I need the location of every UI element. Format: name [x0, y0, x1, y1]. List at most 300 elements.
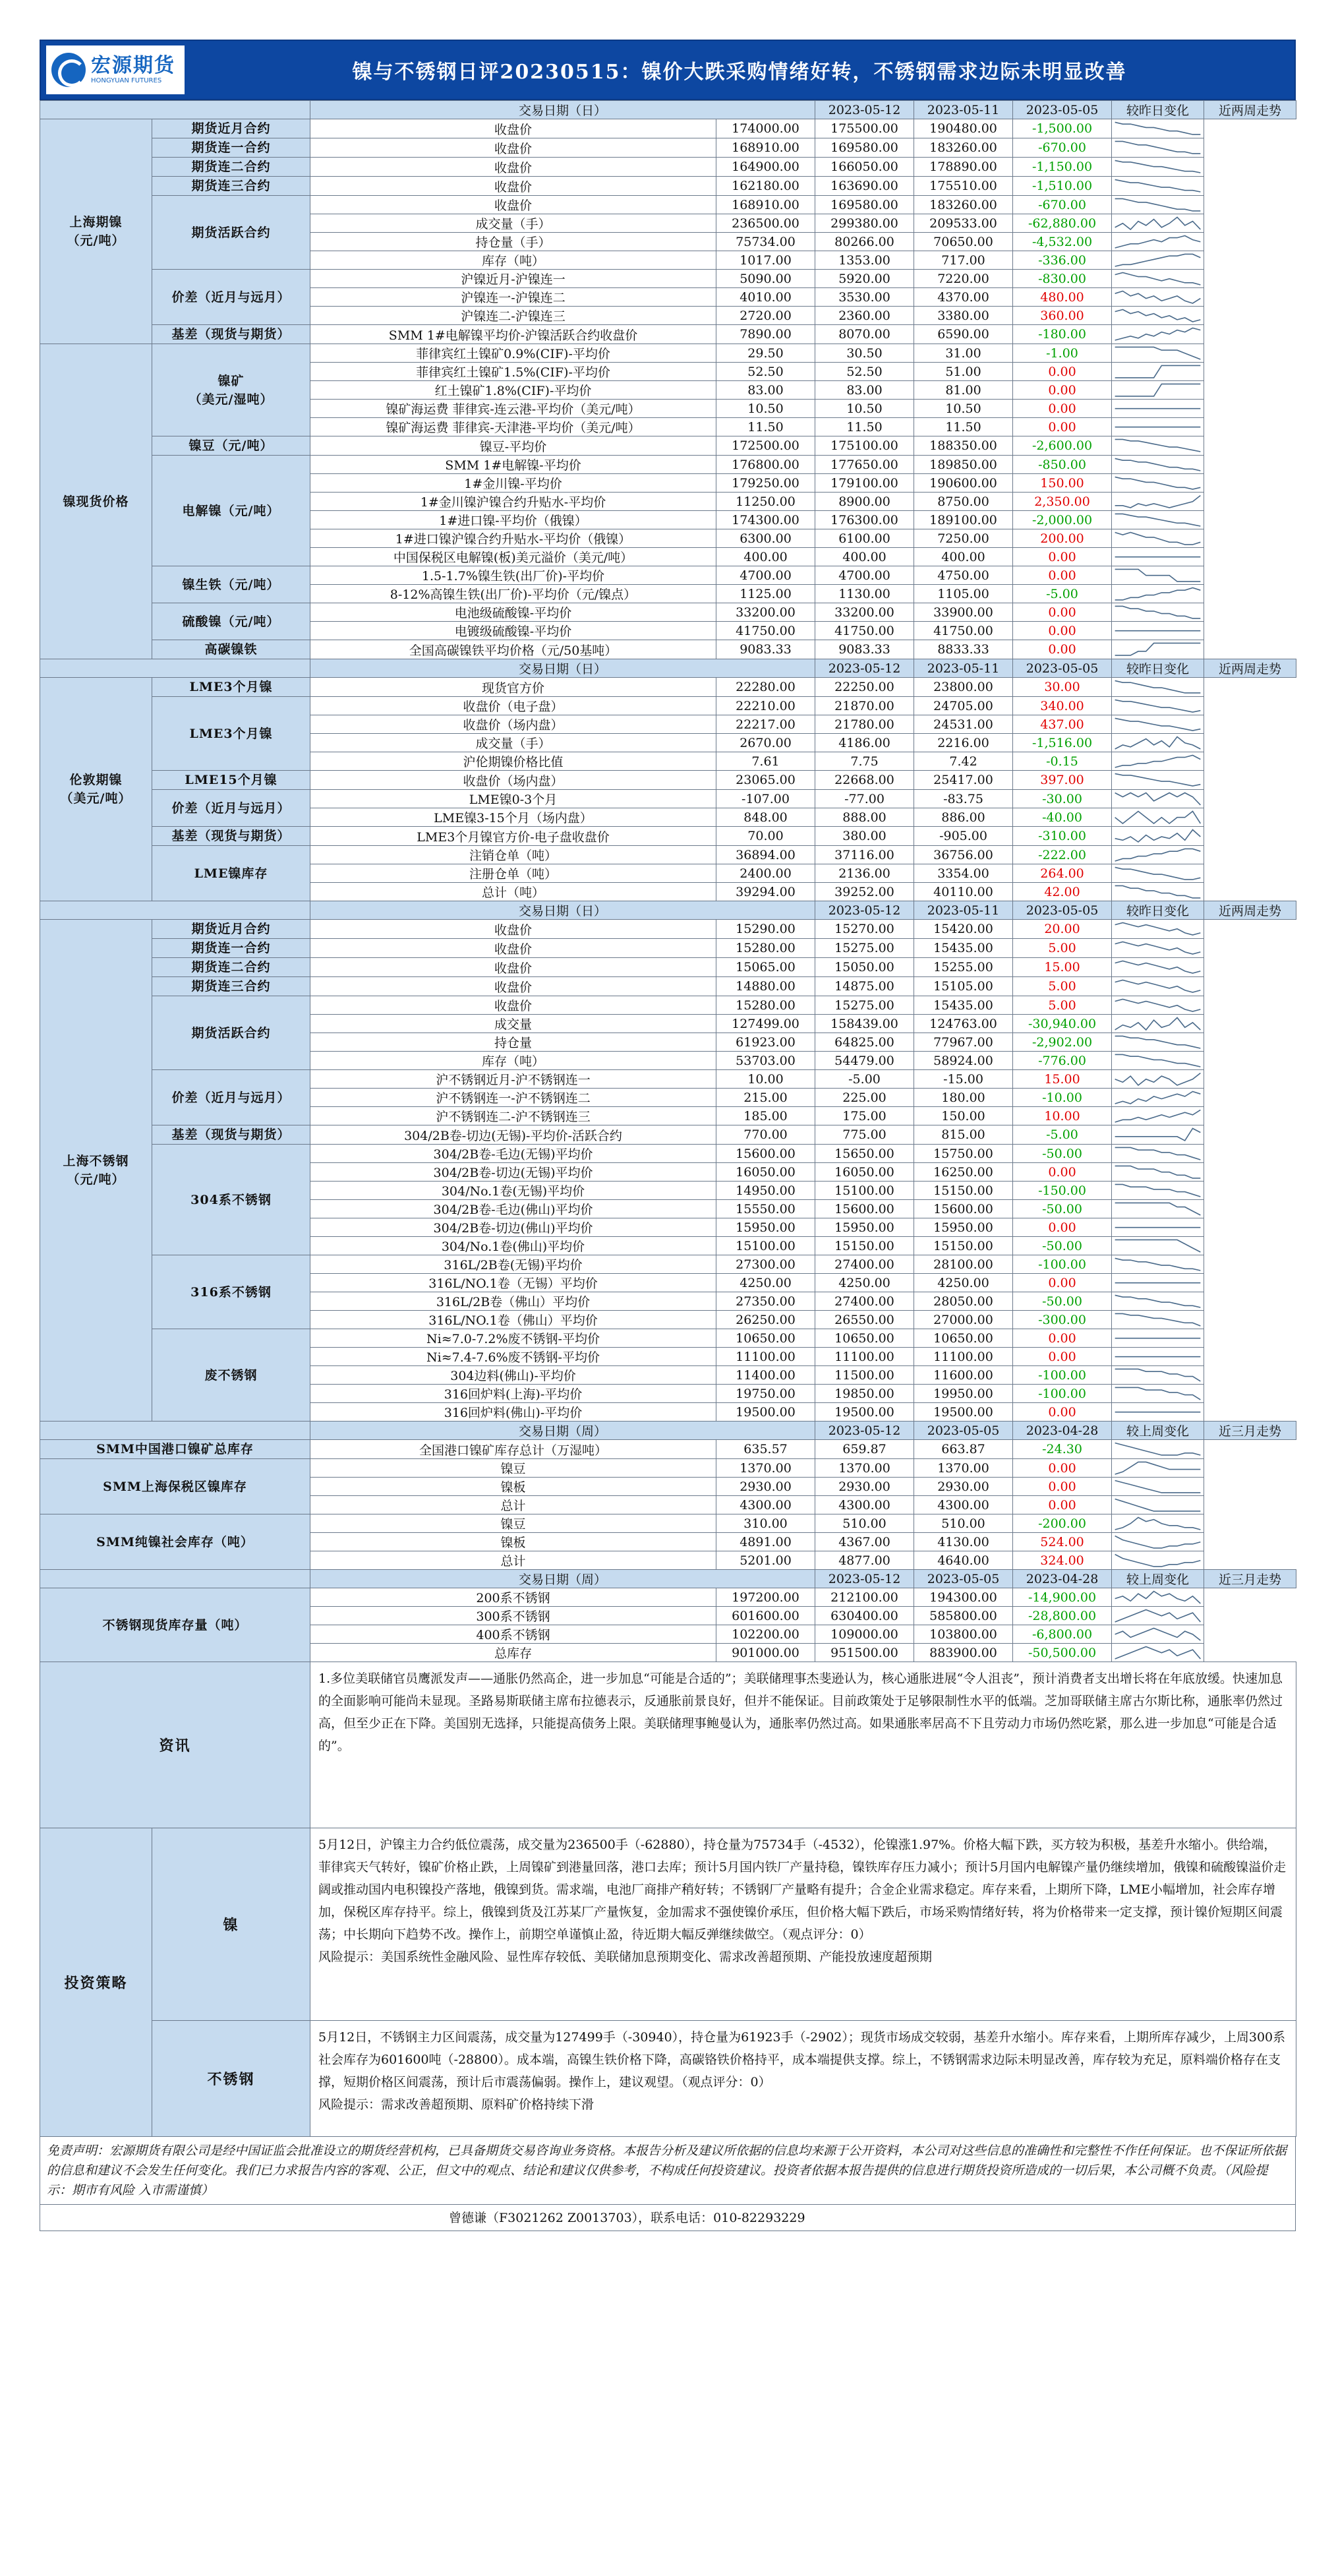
sparkline-path	[1115, 291, 1201, 303]
change-cell: -1,150.00	[1013, 158, 1112, 177]
value-cell: 23065.00	[716, 771, 815, 790]
section-header-row	[40, 101, 1296, 119]
change-cell: -0.15	[1013, 752, 1112, 771]
sparkline-path	[1115, 161, 1201, 173]
sparkline-path	[1115, 1017, 1201, 1030]
disclaimer: 免责声明：宏源期货有限公司是经中国证监会批准设立的期货经营机构，已具备期货交易咨询业务资格。本报告分析及建议所依据的信息均来源于公开资料，本公司对这些信息的准确性和完整性不作任何保证。也不保证所依据的信息和建议不会发生任何变化。我们已力求报告内容的客观、公正，但文中的观点、结论和建议仅供参考，不构成任何投资建议。投资者依据本报告提供的信息进行期货投资所造成的一切后果，本公司概不负责。（风险提示：期市有风险 入市需谨慎）	[40, 2137, 1296, 2205]
item-name: 316回炉料(上海)-平均价	[310, 1385, 716, 1403]
change-cell: 0.00	[1013, 1496, 1112, 1514]
change-cell: -50.00	[1013, 1145, 1112, 1163]
value-cell: 15150.00	[914, 1237, 1013, 1255]
sparkline-path	[1115, 1147, 1201, 1160]
table-row	[40, 1255, 1296, 1274]
trend-cell	[1112, 1311, 1204, 1329]
change-cell: -50,500.00	[1013, 1644, 1112, 1662]
value-cell: 27000.00	[914, 1311, 1013, 1329]
value-cell: 770.00	[716, 1125, 815, 1145]
value-cell: 168910.00	[716, 138, 815, 158]
value-cell: 175.00	[815, 1107, 914, 1125]
value-cell: 36756.00	[914, 846, 1013, 864]
header-cell: 近两周走势	[1204, 659, 1296, 678]
value-cell: 25417.00	[914, 771, 1013, 790]
change-cell: -2,600.00	[1013, 436, 1112, 456]
value-cell: 24705.00	[914, 697, 1013, 715]
sparkline-path	[1115, 198, 1201, 211]
trend-cell	[1112, 715, 1204, 734]
header-cell: 2023-05-12	[815, 101, 914, 119]
item-name: 收盘价	[310, 177, 716, 196]
table-row	[40, 196, 1296, 214]
table-row	[40, 846, 1296, 864]
item-name: 收盘价	[310, 920, 716, 939]
subcategory-cell: 价差（近月与远月）	[152, 270, 310, 325]
paragraph: 5月12日，沪镍主力合约低位震荡，成交量为236500手（-62880），持仓量为75734手（-4532），伦镍涨1.97%。价格大幅下跌，买方较为积极，基差升水缩小。供给端，菲律宾天气转好，镍矿价格止跌，上周镍矿到港量回落，港口去库；预计5月国内铁厂产量持稳，镍铁库存压力减小；预计5月国内电解镍产量仍继续增加，俄镍和硫酸镍溢价走阔或推动国内电积镍投产落地，俄镍到货。需求端，电池厂商排产稍好转；不锈钢厂产量略有提升；合金企业需求稳定。库存来看，上期所下降，LME小幅增加，社会库存增加，保税区库存持平。综上，俄镍到货及江苏某厂产量恢复，金加需求不强使镍价承压，但价格大幅下跌后，市场采购情绪好转，将为价格带来一定支撑，预计镍价短期区间震荡；中长期向下趋势不改。操作上，前期空单谨慎止盈，待近期大幅反弹继续做空。（观点评分：0）	[318, 1838, 1287, 1942]
trend-cell	[1112, 977, 1204, 996]
value-cell: 15065.00	[716, 958, 815, 977]
trend-cell	[1112, 1052, 1204, 1070]
sparkline-path	[1115, 942, 1201, 955]
header-cell: 2023-05-05	[1013, 101, 1112, 119]
value-cell: 7.75	[815, 752, 914, 771]
trend-cell	[1112, 1163, 1204, 1182]
header-cell: 交易日期（日）	[310, 101, 815, 119]
item-name: 304/2B卷-毛边(无锡)平均价	[310, 1145, 716, 1163]
table-row	[40, 790, 1296, 808]
value-cell: 22250.00	[815, 678, 914, 697]
value-cell: 168910.00	[716, 196, 815, 214]
sparkline-path	[1115, 123, 1201, 135]
trend-cell	[1112, 1089, 1204, 1107]
value-cell: 83.00	[716, 381, 815, 400]
value-cell: 109000.00	[815, 1625, 914, 1644]
value-cell: 28050.00	[914, 1292, 1013, 1311]
value-cell: 15100.00	[815, 1182, 914, 1200]
change-cell: 0.00	[1013, 1329, 1112, 1348]
sparkline-path	[1115, 569, 1201, 582]
trend-sparkline	[1112, 1071, 1204, 1087]
change-cell: 0.00	[1013, 1274, 1112, 1292]
item-name: 沪不锈钢连二-沪不锈钢连三	[310, 1107, 716, 1125]
item-name: 总库存	[310, 1644, 716, 1662]
paragraph: 风险提示：美国系统性金融风险、显性库存较低、美联储加息预期变化、需求改善超预期、产能投放速度超预期	[318, 1950, 933, 1964]
table-row	[40, 270, 1296, 288]
sparkline-path	[1115, 514, 1201, 526]
section-header-row	[40, 1422, 1296, 1440]
value-cell: 15435.00	[914, 996, 1013, 1015]
header-blank	[40, 901, 310, 920]
trend-sparkline	[1112, 1515, 1204, 1532]
trend-sparkline	[1112, 1145, 1204, 1162]
table-row	[40, 958, 1296, 977]
trend-sparkline	[1112, 1219, 1204, 1236]
trend-cell	[1112, 307, 1204, 325]
change-cell: -180.00	[1013, 325, 1112, 344]
change-cell: 200.00	[1013, 529, 1112, 548]
header-cell: 近三月走势	[1204, 1570, 1296, 1588]
strategy-ss-label: 不锈钢	[152, 2021, 310, 2137]
header-cell: 2023-05-12	[815, 1422, 914, 1440]
trend-sparkline	[1112, 456, 1204, 473]
change-cell: -336.00	[1013, 251, 1112, 270]
header-cell: 近两周走势	[1204, 901, 1296, 920]
value-cell: 14875.00	[815, 977, 914, 996]
sparkline-path	[1115, 142, 1201, 154]
value-cell: 83.00	[815, 381, 914, 400]
value-cell: 15600.00	[815, 1200, 914, 1218]
trend-sparkline	[1112, 585, 1204, 602]
value-cell: 124763.00	[914, 1015, 1013, 1033]
item-name: 收盘价	[310, 958, 716, 977]
strategy-label: 投资策略	[40, 1828, 152, 2137]
value-cell: 174300.00	[716, 511, 815, 529]
sparkline-path	[1115, 1462, 1201, 1474]
value-cell: 4640.00	[914, 1551, 1013, 1570]
trend-cell	[1112, 436, 1204, 456]
item-name: 304/2B卷-切边(无锡)-平均价-活跃合约	[310, 1125, 716, 1145]
value-cell: 70650.00	[914, 233, 1013, 251]
value-cell: 510.00	[815, 1514, 914, 1533]
item-name: LME镍3-15个月（场内盘）	[310, 808, 716, 827]
trend-sparkline	[1112, 1589, 1204, 1605]
table-row	[40, 177, 1296, 196]
value-cell: 169580.00	[815, 138, 914, 158]
change-cell: 5.00	[1013, 977, 1112, 996]
change-cell: -50.00	[1013, 1237, 1112, 1255]
value-cell: 888.00	[815, 808, 914, 827]
trend-cell	[1112, 325, 1204, 344]
category-cell: SMM上海保税区镍库存	[40, 1459, 310, 1514]
sparkline-path	[1115, 830, 1201, 843]
value-cell: 1370.00	[914, 1459, 1013, 1478]
change-cell: 5.00	[1013, 996, 1112, 1015]
value-cell: 215.00	[716, 1089, 815, 1107]
subcategory-cell: LME15个月镍	[152, 771, 310, 790]
value-cell: 2136.00	[815, 864, 914, 883]
value-cell: 5201.00	[716, 1551, 815, 1570]
sparkline-path	[1115, 885, 1201, 898]
trend-sparkline	[1112, 345, 1204, 361]
trend-cell	[1112, 752, 1204, 771]
table-row	[40, 996, 1296, 1015]
subcategory-cell: 废不锈钢	[152, 1329, 310, 1422]
value-cell: 400.00	[815, 548, 914, 566]
trend-cell	[1112, 493, 1204, 511]
item-name: 1#金川镍-平均价	[310, 474, 716, 493]
sparkline-path	[1115, 849, 1201, 861]
value-cell: 3530.00	[815, 288, 914, 307]
change-cell: -50.00	[1013, 1200, 1112, 1218]
section-header-row	[40, 1570, 1296, 1588]
value-cell: 40110.00	[914, 883, 1013, 901]
item-name: 316L/2B卷(无锡)平均价	[310, 1255, 716, 1274]
trend-cell	[1112, 1607, 1204, 1625]
header-cell: 2023-05-05	[914, 1570, 1013, 1588]
value-cell: 31.00	[914, 344, 1013, 363]
item-name: 316L/2B卷（佛山）平均价	[310, 1292, 716, 1311]
item-name: 8-12%高镍生铁(出厂价)-平均价（元/镍点）	[310, 585, 716, 603]
trend-cell	[1112, 1107, 1204, 1125]
item-name: 红土镍矿1.8%(CIF)-平均价	[310, 381, 716, 400]
trend-sparkline	[1112, 382, 1204, 398]
item-name: 304/No.1卷(佛山)平均价	[310, 1237, 716, 1255]
item-name: 1.5-1.7%镍生铁(出厂价)-平均价	[310, 566, 716, 585]
sparkline-path	[1115, 384, 1201, 396]
subcategory-cell: 316系不锈钢	[152, 1255, 310, 1329]
item-name: 持仓量	[310, 1033, 716, 1052]
header-cell: 较昨日变化	[1112, 659, 1204, 678]
change-cell: 15.00	[1013, 958, 1112, 977]
value-cell: 194300.00	[914, 1588, 1013, 1607]
item-name: Ni≈7.4-7.6%废不锈钢-平均价	[310, 1348, 716, 1366]
trend-sparkline	[1112, 1293, 1204, 1309]
sparkline-path	[1115, 1646, 1201, 1659]
sparkline-path	[1115, 532, 1201, 545]
trend-cell	[1112, 697, 1204, 715]
change-cell: 0.00	[1013, 640, 1112, 659]
header-cell: 2023-05-05	[1013, 659, 1112, 678]
subcategory-cell: 期货连二合约	[152, 958, 310, 977]
item-name: 中国保税区电解镍(板)美元溢价（美元/吨）	[310, 548, 716, 566]
value-cell: 183260.00	[914, 196, 1013, 214]
value-cell: 2400.00	[716, 864, 815, 883]
trend-cell	[1112, 1366, 1204, 1385]
value-cell: 951500.00	[815, 1644, 914, 1662]
table-row	[40, 771, 1296, 790]
value-cell: 659.87	[815, 1440, 914, 1459]
trend-cell	[1112, 1015, 1204, 1033]
value-cell: 30.50	[815, 344, 914, 363]
news-text: 1.多位美联储官员鹰派发声——通胀仍然高企，进一步加息“可能是合适的”；美联储理事杰斐逊认为，核心通胀进展“令人沮丧”，预计消费者支出增长将在年底放缓。快速加息的全面影响可能尚未显现。圣路易斯联储主席布拉德表示，反通胀前景良好，但并不能保证。目前政策处于足够限制性水平的低端。芝加哥联储主席古尔斯比称，通胀率仍然过高，但至少正在下降。美国别无选择，只能提高债务上限。美联储理事鲍曼认为，通胀率仍然过高。如果通胀率居高不下且劳动力市场仍然吃紧，那么进一步加息“可能是合适的”。	[310, 1662, 1296, 1828]
subcategory-cell: 镍矿 （美元/湿吨）	[152, 344, 310, 436]
value-cell: 4750.00	[914, 566, 1013, 585]
value-cell: 2670.00	[716, 734, 815, 752]
sparkline-path	[1115, 254, 1201, 266]
value-cell: 162180.00	[716, 177, 815, 196]
header-cell: 交易日期（周）	[310, 1570, 815, 1588]
table-row	[40, 640, 1296, 659]
value-cell: 601600.00	[716, 1607, 815, 1625]
trend-sparkline	[1112, 1015, 1204, 1032]
table-row	[40, 566, 1296, 585]
change-cell: -1,516.00	[1013, 734, 1112, 752]
item-name: 库存（吨）	[310, 1052, 716, 1070]
trend-sparkline	[1112, 641, 1204, 657]
item-name: 300系不锈钢	[310, 1607, 716, 1625]
item-name: 316L/NO.1卷（无锡）平均价	[310, 1274, 716, 1292]
item-name: 收盘价	[310, 119, 716, 138]
item-name: 全国港口镍矿库存总计（万湿吨）	[310, 1440, 716, 1459]
item-name: 总计	[310, 1551, 716, 1570]
value-cell: 11250.00	[716, 493, 815, 511]
table-row	[40, 1125, 1296, 1145]
value-cell: 4700.00	[815, 566, 914, 585]
value-cell: 175500.00	[815, 119, 914, 138]
data-table	[40, 100, 1296, 2137]
item-name: 持仓量（手）	[310, 233, 716, 251]
sparkline-path	[1115, 700, 1201, 712]
item-name: 库存（吨）	[310, 251, 716, 270]
sparkline-path	[1115, 347, 1201, 359]
report	[40, 40, 1296, 2231]
sparkline-path	[1115, 1036, 1201, 1048]
item-name: 现货官方价	[310, 678, 716, 697]
table-row	[40, 1440, 1296, 1459]
subcategory-cell: 期货活跃合约	[152, 996, 310, 1070]
subcategory-cell: 基差（现货与期货）	[152, 1125, 310, 1145]
value-cell: 163690.00	[815, 177, 914, 196]
sparkline-path	[1115, 923, 1201, 936]
trend-sparkline	[1112, 530, 1204, 547]
trend-sparkline	[1112, 1089, 1204, 1106]
item-name: 304/2B卷-切边(佛山)平均价	[310, 1218, 716, 1237]
trend-sparkline	[1112, 363, 1204, 380]
value-cell: 64825.00	[815, 1033, 914, 1052]
change-cell: -2,902.00	[1013, 1033, 1112, 1052]
value-cell: 7.61	[716, 752, 815, 771]
value-cell: 4367.00	[815, 1533, 914, 1551]
subcategory-cell: 基差（现货与期货）	[152, 827, 310, 846]
value-cell: 310.00	[716, 1514, 815, 1533]
value-cell: 15950.00	[914, 1218, 1013, 1237]
subcategory-cell: 期货近月合约	[152, 119, 310, 138]
value-cell: 15280.00	[716, 939, 815, 958]
item-name: 304/2B卷-切边(无锡)平均价	[310, 1163, 716, 1182]
trend-sparkline	[1112, 978, 1204, 994]
table-row	[40, 138, 1296, 158]
sparkline-path	[1115, 495, 1201, 508]
trend-sparkline	[1112, 1478, 1204, 1495]
sparkline-path	[1115, 681, 1201, 694]
table-row	[40, 325, 1296, 344]
value-cell: 26550.00	[815, 1311, 914, 1329]
change-cell: -222.00	[1013, 846, 1112, 864]
subcategory-cell: 期货近月合约	[152, 920, 310, 939]
sparkline-path	[1115, 1073, 1201, 1085]
value-cell: 102200.00	[716, 1625, 815, 1644]
trend-cell	[1112, 196, 1204, 214]
value-cell: 81.00	[914, 381, 1013, 400]
value-cell: 1130.00	[815, 585, 914, 603]
item-name: 沪镍连一-沪镍连二	[310, 288, 716, 307]
item-name: 沪镍近月-沪镍连一	[310, 270, 716, 288]
trend-cell	[1112, 734, 1204, 752]
sparkline-path	[1115, 644, 1201, 656]
trend-cell	[1112, 456, 1204, 474]
value-cell: 2720.00	[716, 307, 815, 325]
trend-sparkline	[1112, 771, 1204, 788]
trend-sparkline	[1112, 1460, 1204, 1476]
trend-sparkline	[1112, 1256, 1204, 1273]
value-cell: -5.00	[815, 1070, 914, 1089]
table-row	[40, 697, 1296, 715]
trend-cell	[1112, 958, 1204, 977]
header-blank	[40, 659, 310, 678]
logo-text-cn: 宏源期货	[91, 54, 175, 77]
company-logo	[46, 45, 185, 94]
change-cell: 5.00	[1013, 939, 1112, 958]
value-cell: 717.00	[914, 251, 1013, 270]
value-cell: 11600.00	[914, 1366, 1013, 1385]
value-cell: 663.87	[914, 1440, 1013, 1459]
value-cell: 15550.00	[716, 1200, 815, 1218]
item-name: 注册仓单（吨）	[310, 864, 716, 883]
sparkline-path	[1115, 1480, 1201, 1493]
sparkline-path	[1115, 1536, 1201, 1548]
item-name: 304/2B卷-毛边(佛山)平均价	[310, 1200, 716, 1218]
sparkline-path	[1115, 1628, 1201, 1640]
item-name: 收盘价（场内盘）	[310, 771, 716, 790]
item-name: 菲律宾红土镍矿1.5%(CIF)-平均价	[310, 363, 716, 381]
item-name: SMM 1#电解镍-平均价	[310, 456, 716, 474]
change-cell: -776.00	[1013, 1052, 1112, 1070]
header-cell: 2023-04-28	[1013, 1422, 1112, 1440]
trend-sparkline	[1112, 1552, 1204, 1569]
sparkline-path	[1115, 980, 1201, 993]
value-cell: 6300.00	[716, 529, 815, 548]
trend-cell	[1112, 864, 1204, 883]
trend-cell	[1112, 511, 1204, 529]
item-name: 1#进口镍-平均价（俄镍）	[310, 511, 716, 529]
item-name: 镍豆	[310, 1514, 716, 1533]
trend-cell	[1112, 1459, 1204, 1478]
trend-cell	[1112, 1237, 1204, 1255]
category-cell: 伦敦期镍 （美元/吨）	[40, 678, 152, 901]
sparkline-path	[1115, 1110, 1201, 1122]
trend-sparkline	[1112, 1534, 1204, 1550]
sparkline-path	[1115, 1313, 1201, 1326]
trend-cell	[1112, 418, 1204, 436]
change-cell: 524.00	[1013, 1533, 1112, 1551]
header-blank	[40, 1570, 310, 1588]
value-cell: 189100.00	[914, 511, 1013, 529]
value-cell: 52.50	[815, 363, 914, 381]
value-cell: 27350.00	[716, 1292, 815, 1311]
header-cell: 2023-05-12	[815, 1570, 914, 1588]
header-cell: 2023-05-11	[914, 659, 1013, 678]
change-cell: -1.00	[1013, 344, 1112, 363]
sparkline-path	[1115, 477, 1201, 489]
change-cell: -5.00	[1013, 1125, 1112, 1145]
trend-sparkline	[1112, 1626, 1204, 1642]
value-cell: 1105.00	[914, 585, 1013, 603]
value-cell: 175100.00	[815, 436, 914, 456]
sparkline-path	[1115, 1166, 1201, 1178]
value-cell: 11400.00	[716, 1366, 815, 1385]
change-cell: -830.00	[1013, 270, 1112, 288]
header-cell: 交易日期（周）	[310, 1422, 815, 1440]
value-cell: 5090.00	[716, 270, 815, 288]
table-row	[40, 344, 1296, 363]
item-name: 电池级硫酸镍-平均价	[310, 603, 716, 622]
trend-cell	[1112, 1125, 1204, 1145]
value-cell: 22280.00	[716, 678, 815, 697]
table-row	[40, 1070, 1296, 1089]
sparkline-path	[1115, 458, 1201, 471]
value-cell: 901000.00	[716, 1644, 815, 1662]
trend-sparkline	[1112, 1441, 1204, 1457]
value-cell: 28100.00	[914, 1255, 1013, 1274]
item-name: 1#金川镍沪镍合约升贴水-平均价	[310, 493, 716, 511]
item-name: 镍矿海运费 菲律宾-天津港-平均价（美元/吨）	[310, 418, 716, 436]
value-cell: -15.00	[914, 1070, 1013, 1089]
trend-cell	[1112, 566, 1204, 585]
trend-cell	[1112, 251, 1204, 270]
value-cell: 33200.00	[716, 603, 815, 622]
value-cell: 19500.00	[914, 1403, 1013, 1422]
change-cell: -24.30	[1013, 1440, 1112, 1459]
value-cell: 2930.00	[815, 1478, 914, 1496]
trend-cell	[1112, 678, 1204, 697]
